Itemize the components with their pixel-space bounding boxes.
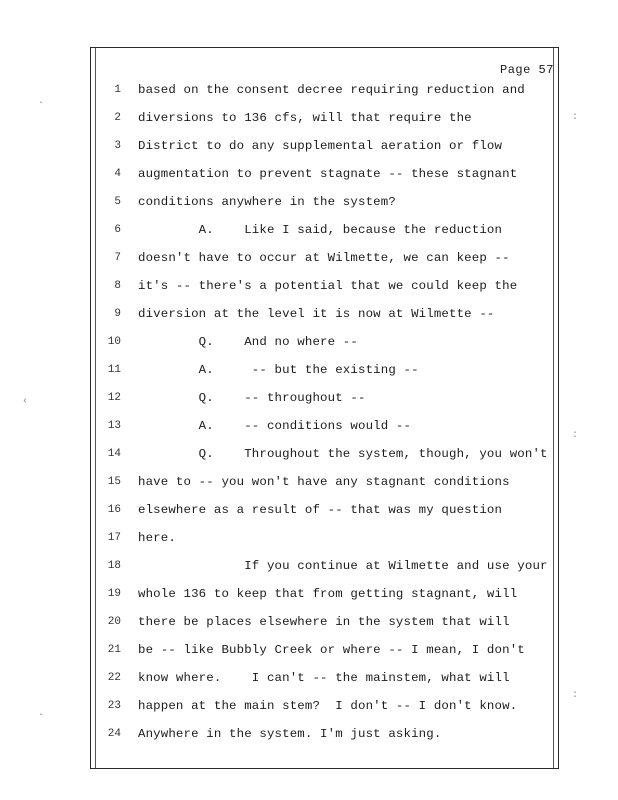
transcript-line: A. -- but the existing -- — [138, 363, 419, 377]
line-number: 18 — [107, 560, 121, 572]
transcript-line: Q. And no where -- — [138, 335, 358, 349]
transcript-line: know where. I can't -- the mainstem, what will — [138, 671, 510, 685]
transcript-line: augmentation to prevent stagnate -- these stagnant — [138, 167, 518, 181]
line-number: 20 — [107, 616, 121, 628]
page-number: Page 57 — [500, 63, 554, 77]
left-border-rule — [95, 48, 96, 768]
line-number: 1 — [114, 84, 121, 96]
scan-mark: · — [38, 98, 45, 109]
line-number: 12 — [107, 392, 121, 404]
line-number: 6 — [114, 224, 121, 236]
line-number: 13 — [107, 420, 121, 432]
line-number: 8 — [114, 280, 121, 292]
line-number: 22 — [107, 672, 121, 684]
line-number: 21 — [107, 644, 121, 656]
transcript-line: conditions anywhere in the system? — [138, 195, 396, 209]
line-number: 17 — [107, 532, 121, 544]
line-number: 24 — [107, 728, 121, 740]
transcript-line: A. Like I said, because the reduction — [138, 223, 503, 237]
scan-mark: : — [572, 112, 579, 123]
line-number: 19 — [107, 588, 121, 600]
line-number: 14 — [107, 448, 121, 460]
transcript-line: District to do any supplemental aeration or flow — [138, 139, 503, 153]
line-number: 23 — [107, 700, 121, 712]
transcript-line: happen at the main stem? I don't -- I don't know. — [138, 699, 518, 713]
scan-mark: : — [572, 430, 579, 441]
line-number: 16 — [107, 504, 121, 516]
scan-mark: ‹ — [22, 396, 29, 407]
transcript-line: whole 136 to keep that from getting stagnant, will — [138, 587, 518, 601]
transcript-line: be -- like Bubbly Creek or where -- I mean, I don't — [138, 643, 525, 657]
transcript-line: Q. Throughout the system, though, you won't — [138, 447, 548, 461]
line-number: 9 — [114, 308, 121, 320]
line-number: 10 — [107, 336, 121, 348]
transcript-line: A. -- conditions would -- — [138, 419, 412, 433]
transcript-line: there be places elsewhere in the system that will — [138, 615, 510, 629]
transcript-line: Anywhere in the system. I'm just asking. — [138, 727, 442, 741]
line-number: 5 — [114, 196, 121, 208]
transcript-line: Q. -- throughout -- — [138, 391, 366, 405]
right-border-rule — [553, 48, 554, 768]
transcript-line: diversions to 136 cfs, will that require the — [138, 111, 472, 125]
line-number: 2 — [114, 112, 121, 124]
line-number: 11 — [107, 364, 121, 376]
scan-mark: : — [572, 690, 579, 701]
page-border — [90, 47, 559, 769]
transcript-line: based on the consent decree requiring reduction and — [138, 83, 525, 97]
line-number: 7 — [114, 252, 121, 264]
scan-mark: · — [38, 710, 45, 721]
line-number: 15 — [107, 476, 121, 488]
transcript-line: have to -- you won't have any stagnant conditions — [138, 475, 510, 489]
line-number: 4 — [114, 168, 121, 180]
transcript-line: elsewhere as a result of -- that was my question — [138, 503, 503, 517]
transcript-line: here. — [138, 531, 176, 545]
transcript-line: diversion at the level it is now at Wilmette -- — [138, 307, 495, 321]
transcript-line: doesn't have to occur at Wilmette, we can keep -- — [138, 251, 510, 265]
line-number: 3 — [114, 140, 121, 152]
transcript-line: If you continue at Wilmette and use your — [138, 559, 548, 573]
transcript-line: it's -- there's a potential that we could keep the — [138, 279, 518, 293]
